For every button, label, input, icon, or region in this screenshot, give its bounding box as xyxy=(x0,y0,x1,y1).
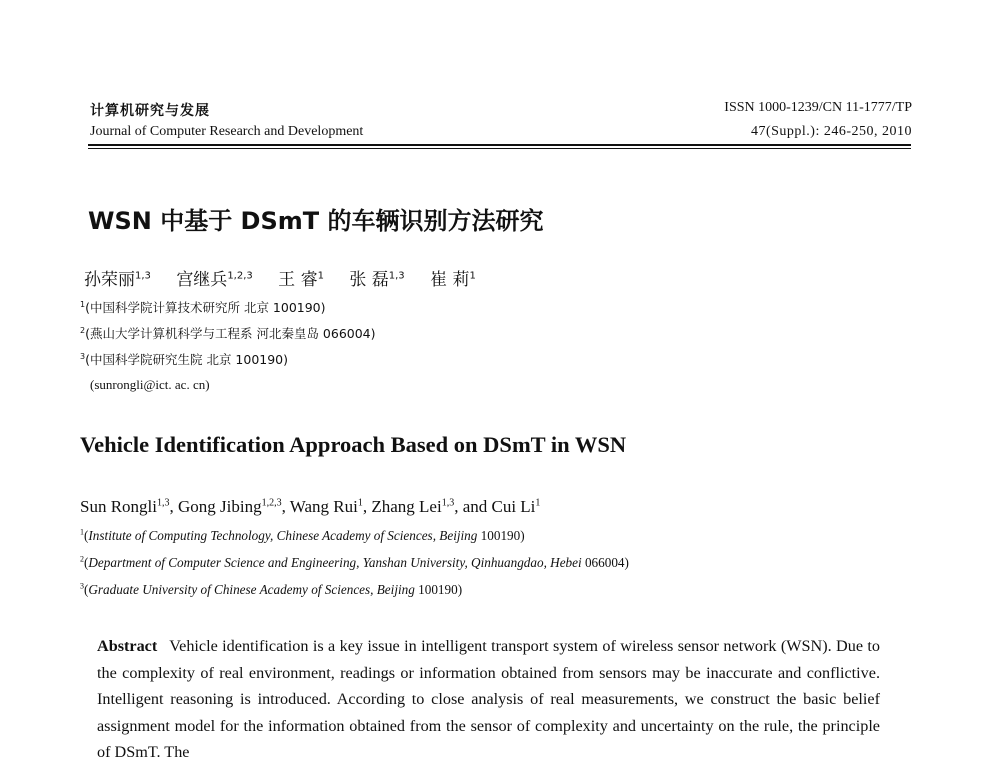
paper-title-cn: WSN 中基于 DSmT 的车辆识别方法研究 xyxy=(88,207,544,235)
header-rule-thin xyxy=(88,148,911,149)
affiliation-cn-2: $^2$(燕山大学计算机科学与工程系 河北秦皇岛 066004) xyxy=(80,325,376,341)
affiliation-cn-1: $^1$(中国科学院计算技术研究所 北京 100190) xyxy=(80,299,326,315)
abstract-text: Vehicle identification is a key issue in intelligent transport system of wireless sensor network (WSN). Due to the complexity of real environment, readings or information obtained from sensors may be inaccurate and conflictive. Intelligent reasoning is introduced. According to close analysis of real measurements, we construct the basic belief assignment model for the information obtained from the sensor of complexity and uncertainty on the rule, the principle of DSmT. The xyxy=(97,637,880,761)
header-rule-thick xyxy=(88,144,911,146)
abstract-label: Abstract xyxy=(97,637,158,655)
abstract xyxy=(97,633,880,766)
affiliation-cn-3: $^3$(中国科学院研究生院 北京 100190) xyxy=(80,351,289,367)
author-cn: 王 睿$^1$ xyxy=(278,270,324,290)
journal-title-en: Journal of Computer Research and Development xyxy=(90,124,364,139)
paper-title-en: Vehicle Identification Approach Based on DSmT in WSN xyxy=(80,432,627,457)
journal-title-cn: 计算机研究与发展 xyxy=(90,103,210,119)
author-en: Zhang Lei$^{1,3}$ xyxy=(371,497,455,516)
affiliation-en-2: $^2$(Department of Computer Science and Engineering, Yanshan University, Qinhuangdao, Hebei 066004) xyxy=(80,554,629,570)
affiliation-en-1: $^1$(Institute of Computing Technology, Chinese Academy of Sciences, Beijing 100190) xyxy=(80,527,525,543)
author-en: Sun Rongli$^{1,3}$ xyxy=(80,497,170,516)
author-en: Gong Jibing$^{1,2,3}$ xyxy=(178,497,282,516)
authors-cn xyxy=(84,265,496,290)
author-email: (sunrongli@ict. ac. cn) xyxy=(90,377,210,392)
affiliation-en-3: $^3$(Graduate University of Chinese Academy of Sciences, Beijing 100190) xyxy=(80,581,463,597)
volume-info: 47(Suppl.): 246-250, 2010 xyxy=(750,124,912,139)
author-cn: 崔 莉$^1$ xyxy=(430,270,476,290)
author-en: Cui Li$^1$ xyxy=(491,497,541,516)
author-cn: 孙荣丽$^{1,3}$ xyxy=(84,270,151,290)
issn: ISSN 1000-1239/CN 11-1777/TP xyxy=(724,100,912,115)
authors-en: Sun Rongli$^{1,3}$, Gong Jibing$^{1,2,3}$, Wang Rui$^1$, Zhang Lei$^{1,3}$, and Cui Li$^1$ xyxy=(80,497,541,516)
author-cn: 张 磊$^{1,3}$ xyxy=(349,270,405,290)
author-cn: 宫继兵$^{1,2,3}$ xyxy=(176,270,253,290)
author-en: Wang Rui$^1$ xyxy=(289,497,363,516)
